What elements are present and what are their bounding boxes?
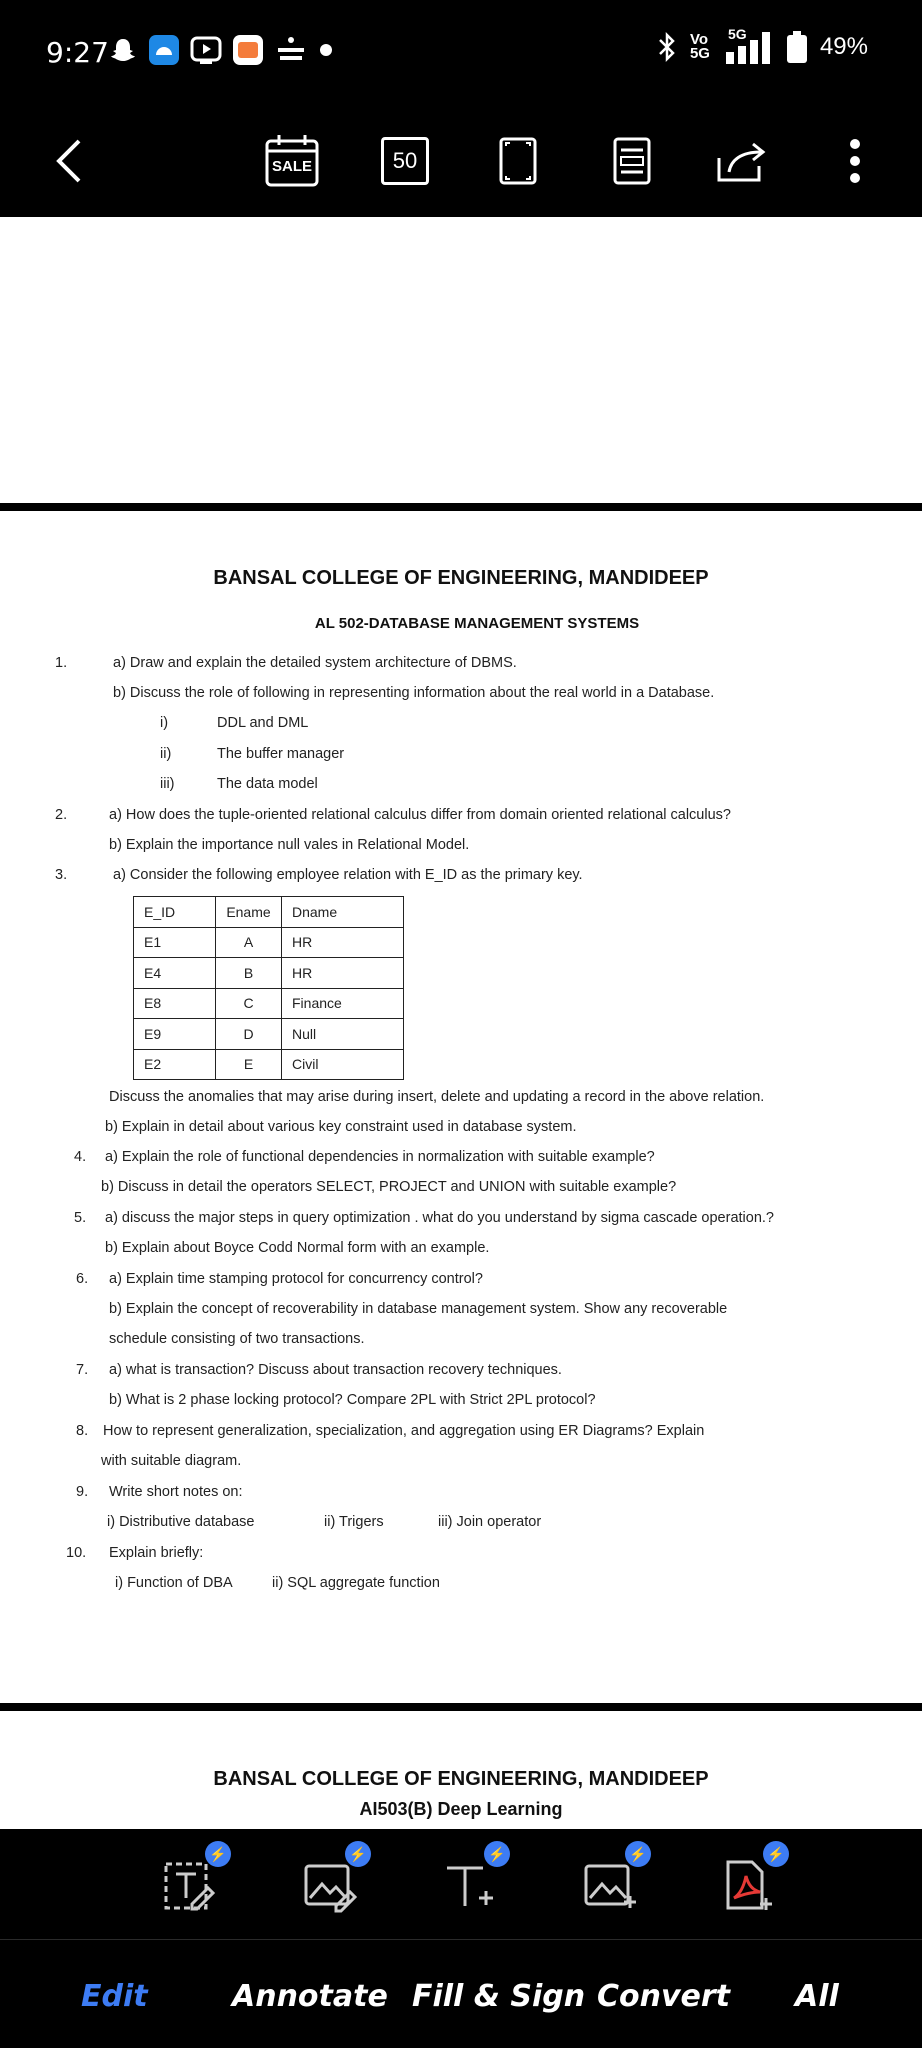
edit-image-tool[interactable] [295, 1845, 367, 1921]
table-cell: E [216, 1049, 282, 1080]
q-text: b) Explain about Boyce Codd Normal form with an example. [105, 1240, 490, 1256]
pdf-viewer[interactable] [0, 217, 922, 1829]
premium-badge-icon: ⚡ [625, 1841, 651, 1867]
add-image-icon [582, 1858, 638, 1914]
table-row [134, 927, 404, 958]
table-cell: B [216, 958, 282, 989]
add-text-icon [441, 1858, 497, 1914]
table-cell: E8 [134, 988, 216, 1019]
q-text: a) Draw and explain the detailed system architecture of DBMS. [113, 655, 517, 671]
pdf-page-1 [0, 217, 922, 1829]
edit-text-icon [162, 1858, 218, 1914]
back-arrow-icon [54, 136, 84, 186]
top-toolbar [0, 105, 922, 217]
add-pdf-icon [720, 1858, 776, 1914]
q-text: b) Explain in detail about various key constraint used in database system. [105, 1119, 577, 1135]
q-text: b) Discuss in detail the operators SELECT, PROJECT and UNION with suitable example? [101, 1179, 677, 1195]
table-header: Ename [216, 897, 282, 928]
create-pdf-tool[interactable] [713, 1845, 785, 1921]
q-text: b) Explain the importance null vales in Relational Model. [109, 837, 470, 853]
notification-icons [108, 34, 334, 66]
q-text: schedule consisting of two transactions. [109, 1331, 365, 1347]
table-cell: HR [282, 958, 404, 989]
q-text: a) what is transaction? Discuss about transaction recovery techniques. [109, 1362, 562, 1378]
table-cell: C [216, 988, 282, 1019]
table-cell: E2 [134, 1049, 216, 1080]
add-text-tool[interactable] [434, 1845, 506, 1921]
table-cell: Civil [282, 1049, 404, 1080]
dot-icon [318, 42, 334, 58]
bluetooth-icon [656, 31, 678, 63]
bottom-bar [0, 1829, 922, 2048]
table-cell: D [216, 1019, 282, 1050]
q-text: How to represent generalization, specialization, and aggregation using ER Diagrams? Explain [103, 1423, 705, 1439]
table-row [134, 958, 404, 989]
q-text: a) Explain the role of functional dependencies in normalization with suitable example? [105, 1149, 655, 1165]
q-text: a) discuss the major steps in query optimization . what do you understand by sigma cascade operation.? [105, 1210, 774, 1226]
page1-course: AL 502-DATABASE MANAGEMENT SYSTEMS [314, 615, 640, 632]
q-text: a) Explain time stamping protocol for concurrency control? [109, 1271, 483, 1287]
back-button[interactable] [44, 133, 94, 189]
q-text: DDL and DML [217, 715, 309, 731]
premium-badge-icon: ⚡ [345, 1841, 371, 1867]
tab-annotate[interactable]: Annotate [232, 1979, 388, 2014]
table-cell: Finance [282, 988, 404, 1019]
q-num: 1. [55, 655, 68, 671]
q-text: ii) Trigers [324, 1514, 384, 1530]
table-cell: E4 [134, 958, 216, 989]
tab-edit[interactable]: Edit [81, 1979, 148, 2014]
premium-badge-icon: ⚡ [205, 1841, 231, 1867]
q-text: Write short notes on: [109, 1484, 243, 1500]
premium-badge-icon: ⚡ [484, 1841, 510, 1867]
table-cell: E9 [134, 1019, 216, 1050]
video-player-icon [190, 34, 222, 66]
q-num: 2. [55, 807, 68, 823]
table-row [134, 988, 404, 1019]
table-cell: HR [282, 927, 404, 958]
reading-mode-button[interactable] [610, 133, 654, 189]
news-app-icon [274, 34, 308, 66]
system-status [656, 26, 868, 64]
page2-college: BANSAL COLLEGE OF ENGINEERING, MANDIDEEP [213, 1768, 709, 1790]
q-text: ii) SQL aggregate function [272, 1575, 440, 1591]
sale-label: SALE [271, 158, 312, 175]
tab-all[interactable]: All [795, 1979, 839, 2014]
network-type: 5G [724, 30, 774, 64]
table-header: Dname [282, 897, 404, 928]
edit-image-icon [302, 1858, 358, 1914]
q-text: iii) Join operator [438, 1514, 542, 1530]
tab-fill-sign[interactable]: Fill & Sign [412, 1979, 586, 2014]
table-header: E_ID [134, 897, 216, 928]
page1-college: BANSAL COLLEGE OF ENGINEERING, MANDIDEEP [213, 567, 709, 589]
q-text: b) Discuss the role of following in representing information about the real world in a Database. [113, 685, 715, 701]
table-cell: A [216, 927, 282, 958]
sale-button[interactable] [264, 133, 320, 189]
q-text: The buffer manager [217, 746, 345, 762]
document-view-icon [612, 136, 652, 186]
q-subnum: i) [160, 715, 169, 731]
share-button[interactable] [714, 133, 770, 189]
share-icon [715, 136, 769, 186]
premium-badge-icon: ⚡ [763, 1841, 789, 1867]
fullscreen-button[interactable] [496, 133, 540, 189]
table-cell: Null [282, 1019, 404, 1050]
q-text: Discuss the anomalies that may arise during insert, delete and updating a record in the above relation. [109, 1089, 765, 1105]
q-text: Explain briefly: [109, 1545, 204, 1561]
q-text: i) Function of DBA [115, 1575, 233, 1591]
tab-convert[interactable]: Convert [597, 1979, 731, 2014]
q-text: i) Distributive database [107, 1514, 255, 1530]
status-time: 9:27 [46, 36, 109, 69]
q-subnum: ii) [160, 746, 172, 762]
q-text: b) What is 2 phase locking protocol? Compare 2PL with Strict 2PL protocol? [109, 1392, 596, 1408]
battery-percent: 49% [819, 33, 868, 60]
status-bar [0, 0, 922, 105]
q-num: 8. [76, 1423, 89, 1439]
battery-icon [786, 30, 808, 64]
employee-table [133, 896, 404, 1080]
bottom-divider [0, 1939, 922, 1940]
q-text: The data model [217, 776, 318, 792]
q-num: 7. [76, 1362, 89, 1378]
page2-course: AI503(B) Deep Learning [359, 1799, 563, 1819]
q-text: a) How does the tuple-oriented relational calculus differ from domain oriented relational calculus? [109, 807, 731, 823]
q-num: 4. [74, 1149, 87, 1165]
q-num: 9. [76, 1484, 89, 1500]
page-count-button[interactable] [380, 133, 430, 189]
add-image-tool[interactable] [575, 1845, 647, 1921]
q-num: 5. [74, 1210, 87, 1226]
android-app-icon [148, 34, 180, 66]
table-row [134, 1049, 404, 1080]
q-text: a) Consider the following employee relation with E_ID as the primary key. [113, 867, 583, 883]
more-options-button[interactable] [840, 133, 870, 189]
app-icon [232, 34, 264, 66]
q-num: 10. [66, 1545, 87, 1561]
edit-text-tool[interactable] [155, 1845, 227, 1921]
q-subnum: iii) [160, 776, 175, 792]
table-header-row [134, 897, 404, 928]
table-cell: E1 [134, 927, 216, 958]
network-label: Vo 5G [689, 31, 710, 62]
q-text: with suitable diagram. [101, 1453, 242, 1469]
table-row [134, 1019, 404, 1050]
snapchat-icon [108, 35, 138, 65]
q-text: b) Explain the concept of recoverability in database management system. Show any recoverable [109, 1301, 728, 1317]
fullscreen-icon [498, 136, 538, 186]
q-num: 6. [76, 1271, 89, 1287]
page-count: 50 [381, 137, 429, 185]
more-vert-icon [849, 136, 861, 186]
q-num: 3. [55, 867, 68, 883]
